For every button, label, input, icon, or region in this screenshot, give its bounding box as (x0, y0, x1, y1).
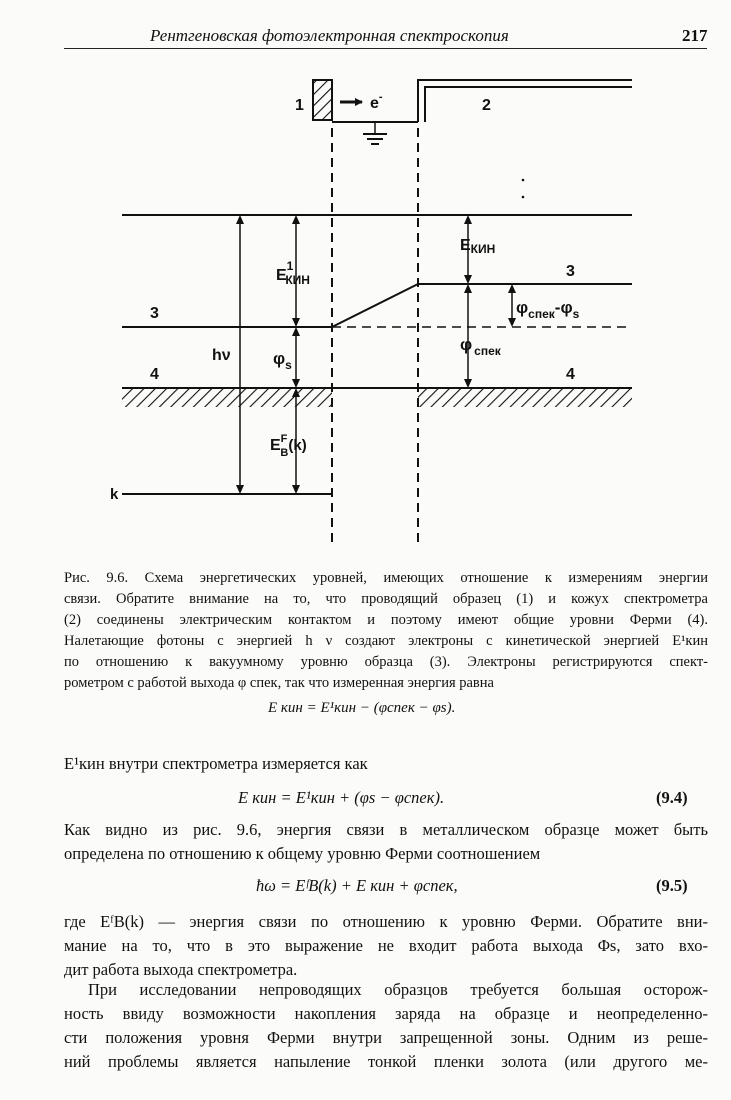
caption-line: Налетающие фотоны с энергией h ν создают электроны с кинетической энергией E¹кин (64, 633, 708, 649)
label-e-kin: EКИН (460, 237, 496, 256)
ground-icon (363, 134, 387, 144)
label-spectrometer-2: 2 (482, 97, 491, 114)
sample-fermi-hatch (122, 388, 332, 407)
label-fermi-4-left: 4 (150, 366, 159, 383)
equation-number-9-5: (9.5) (656, 876, 688, 895)
vacuum-level-ramp (332, 284, 418, 327)
caption-line: рометром с работой выхода φ спек, так что измеренная энергия равна (64, 675, 494, 691)
sample-block (313, 80, 332, 120)
figure-caption (64, 568, 708, 694)
caption-line: связи. Обратите внимание на то, что проводящий образец (1) и кожух спектрометра (64, 591, 708, 607)
equation-9-4: E кин = E¹кин + (φs − φспек). (238, 788, 445, 807)
label-phi-diff: $\varphi_{спек}-\varphi_s$ (516, 298, 580, 321)
equation-number-9-4: (9.4) (656, 788, 688, 807)
label-fermi-4-right: 4 (566, 366, 575, 383)
label-hv: hν (212, 347, 231, 364)
header-rule (64, 48, 707, 49)
stray-dot (522, 196, 525, 199)
spectrometer-housing (418, 80, 632, 122)
label-vacuum-3-right: 3 (566, 263, 575, 280)
equation-9-5: ħω = EᶠB(k) + E кин + φспек, (256, 876, 458, 895)
intro-line: E¹кин внутри спектрометра измеряется как (64, 754, 368, 773)
caption-formula: E кин = E¹кин − (φспек − φs). (268, 700, 456, 716)
spectrometer-fermi-hatch (418, 388, 632, 407)
label-k: k (110, 486, 119, 503)
label-sample-1: 1 (295, 97, 304, 114)
paragraph-2: Как видно из рис. 9.6, энергия связи в металлическом образце может быть определена по отношению к общему уровню Ферми соотношением (64, 820, 708, 863)
caption-line: Рис. 9.6. Схема энергетических уровней, имеющих отношение к измерениям энергии (64, 570, 708, 586)
stray-dot (522, 179, 525, 182)
label-e1-kin: $E^1$ КИН (276, 259, 310, 287)
label-phi-spec: φ $_{спек}$ (460, 335, 501, 358)
paragraph-4: При исследовании непроводящих образцов требуется большая осторож- ность ввиду возможности накопления заряда на образце и неопределенно- сти положения уровня Ферми внутри запрещенной зоны. Одним из реше- ний проблемы является напыление тонкой пленки золота (или другого ме- (64, 980, 708, 1071)
label-vacuum-3-left: 3 (150, 305, 159, 322)
caption-line: по отношению к вакуумному уровню образца (3). Электроны регистрируются спект- (64, 654, 708, 670)
energy-level-diagram (0, 60, 731, 560)
electron-label: e- (370, 91, 383, 112)
page-number: 217 (682, 26, 708, 45)
running-title: Рентгеновская фотоэлектронная спектроскопия (150, 26, 509, 45)
caption-line: (2) соединены электрическим контактом и поэтому имеют общие уровни Ферми (4). (64, 612, 708, 628)
paragraph-3: где EᶠB(k) — энергия связи по отношению к уровню Ферми. Обратите вни- мание на то, что в это выражение не входит работа выхода Φs, зато вхо- дит работа выхода спектрометра. (64, 912, 708, 979)
label-eb-k: $E^F$ B(k) (270, 433, 307, 459)
label-phi-s: $\varphi_s$ (273, 349, 292, 372)
